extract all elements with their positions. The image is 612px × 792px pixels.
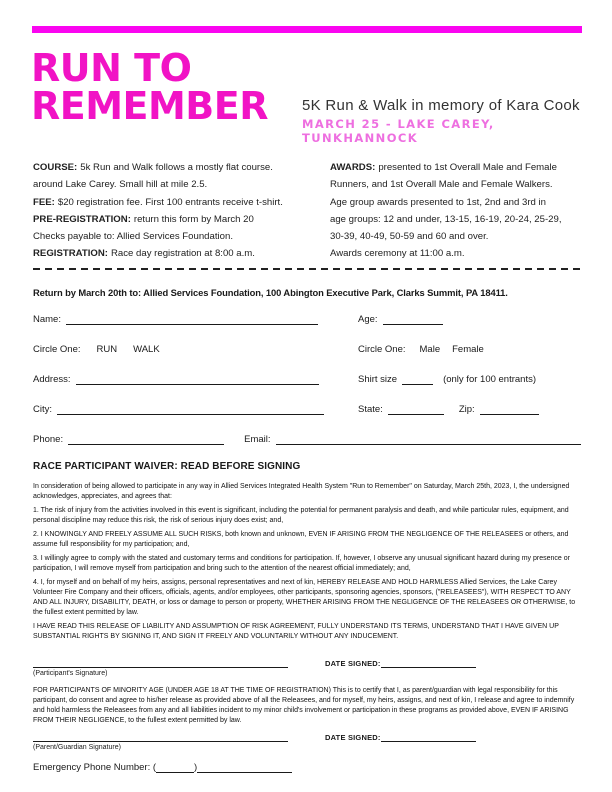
shirt-size-blank-line — [402, 373, 433, 385]
info-text: Awards ceremony at 11:00 a.m. — [330, 248, 465, 260]
guardian-signature-line — [33, 729, 288, 742]
city-label: City: — [33, 404, 52, 415]
minor-age-clause: FOR PARTICIPANTS OF MINORITY AGE (UNDER AGE 18 AT THE TIME OF REGISTRATION) This is to certify that I, as parent/guardian with legal responsibility for this participant, do consent and agree to his/her release as provided above of all the Releasees, and for myself, my heirs, assigns, and next of kin, I release and agree to indemnify and hold harmless the Releasees from any and all liabilities incident to my minor child's involvement or participation in these programs as provided above, EVEN IF ARISING FROM THEIR NEGLIGENCE, to the fullest extent permitted by law. — [33, 687, 575, 724]
female-option: Female — [452, 344, 484, 355]
age-blank-line — [383, 313, 443, 325]
shirt-size-label: Shirt size — [358, 374, 398, 385]
info-label: FEE: — [33, 196, 55, 208]
participant-signature-line — [33, 655, 288, 668]
title-line-2: REMEMBER — [31, 84, 268, 128]
info-text: $20 registration fee. First 100 entrants receive t-shirt. — [57, 196, 283, 208]
name-blank-line — [66, 313, 318, 325]
shirt-size-note: (only for 100 entrants) — [443, 374, 537, 385]
guardian-signature-caption: (Parent/Guardian Signature) — [33, 744, 121, 751]
email-label: Email: — [244, 434, 271, 445]
phone-email-row — [33, 431, 581, 445]
date-signed-blank-line — [381, 732, 476, 742]
state-zip-group — [358, 403, 539, 415]
run-walk-gender-row — [33, 341, 581, 355]
run-option: RUN — [96, 344, 118, 355]
participant-signature-caption: (Participant's Signature) — [33, 670, 108, 677]
emergency-phone-blank-line — [197, 762, 292, 773]
info-line — [330, 211, 581, 228]
waiver-heading: RACE PARTICIPANT WAIVER: READ BEFORE SIGNING — [33, 461, 301, 472]
city-blank-line — [57, 403, 324, 415]
info-text: Checks payable to: Allied Services Foundation. — [33, 231, 233, 243]
info-text: around Lake Carey. Small hill at mile 2.5. — [33, 179, 208, 191]
info-text: age groups: 12 and under, 13-15, 16-19, 20-24, 25-29, — [330, 213, 562, 225]
waiver-clause-4: 4. I, for myself and on behalf of my heirs, assigns, personal representatives and next of kin, HEREBY RELEASE AND HOLD HARMLESS Allied Services, the Lake Carey Volunteer Fire Company and their officers, officials, agents, and/or employees, other participants, sponsoring agencies, sponsors, ("RELEASEES"), WITH RESPECT TO ANY AND ALL INJURY, DISABILITY, DEATH, or loss or damage to person or property, WHETHER ARISING FROM THE NEGLIGENCE OF THE RELEASEES OR OTHERWISE, to the fullest extent permitted by law. — [33, 579, 576, 616]
date-signed-blank-line — [381, 658, 476, 668]
phone-label: Phone: — [33, 434, 64, 445]
info-text: Race day registration at 8:00 a.m. — [110, 248, 255, 260]
date-signed-label: DATE SIGNED: — [325, 659, 381, 668]
info-text: Runners, and 1st Overall Male and Female Walkers. — [330, 179, 553, 191]
waiver-acknowledgement: I HAVE READ THIS RELEASE OF LIABILITY AND ASSUMPTION OF RISK AGREEMENT, FULLY UNDERSTAND ITS TERMS, UNDERSTAND THAT I HAVE GIVEN UP SUBSTANTIAL RIGHTS BY SIGNING IT, AND SIGN IT FREELY AND VOLUNTARILY WITHOUT ANY INDUCEMENT. — [33, 623, 559, 640]
info-text: presented to 1st Overall Male and Female — [378, 162, 557, 173]
city-state-zip-row — [33, 401, 581, 415]
waiver-clause-2: 2. I KNOWINGLY AND FREELY ASSUME ALL SUCH RISKS, both known and unknown, EVEN IF ARISING FROM THE NEGLIGENCE OF THE RELEASEES or others, and assume full responsibility for my participation; and, — [33, 531, 569, 548]
event-subtitle: 5K Run & Walk in memory of Kara Cook — [302, 97, 580, 114]
zip-blank-line — [480, 403, 539, 415]
return-instruction: Return by March 20th to: Allied Services Foundation, 100 Abington Executive Park, Clarks Summit, PA 18411. — [33, 287, 508, 298]
info-text: 5k Run and Walk follows a mostly flat course. — [80, 162, 273, 173]
address-label: Address: — [33, 374, 71, 385]
participant-signature-row — [33, 655, 581, 668]
participant-date-group — [325, 658, 476, 668]
email-blank-line — [276, 433, 581, 445]
gender-group — [358, 344, 500, 355]
area-code-blank-line — [156, 762, 194, 773]
circle-one-label: Circle One: — [33, 344, 81, 355]
info-line — [33, 228, 330, 245]
info-label: REGISTRATION: — [33, 248, 108, 260]
phone-blank-line — [68, 433, 224, 445]
info-line — [330, 194, 581, 211]
date-signed-label: DATE SIGNED: — [325, 733, 381, 742]
info-line — [33, 176, 330, 193]
waiver-clause-3: 3. I willingly agree to comply with the stated and customary terms and conditions for participation. If, however, I observe any unusual significant hazard during my presence or participation, I will remove myself from participation and bring such to the attention of the nearest official immediately; and, — [33, 555, 570, 572]
walk-option: WALK — [133, 344, 160, 355]
course-fee-registration-column — [33, 159, 330, 263]
address-blank-line — [76, 373, 319, 385]
info-text: Age group awards presented to 1st, 2nd and 3rd in — [330, 196, 547, 208]
waiver-body — [33, 482, 581, 646]
info-line — [33, 211, 330, 228]
name-age-row — [33, 311, 581, 325]
circle-one-label: Circle One: — [358, 344, 406, 355]
info-line — [33, 159, 330, 176]
emergency-phone-label: Emergency Phone Number: ( — [33, 762, 157, 773]
event-info-columns — [33, 159, 581, 263]
zip-label: Zip: — [458, 404, 475, 415]
emergency-phone-row — [33, 760, 292, 773]
state-blank-line — [388, 403, 444, 415]
age-label: Age: — [358, 314, 378, 325]
info-label: COURSE: — [33, 162, 78, 173]
info-text: 30-39, 40-49, 50-59 and 60 and over. — [330, 231, 489, 243]
awards-column — [330, 159, 581, 263]
state-label: State: — [358, 404, 383, 415]
info-label: AWARDS: — [330, 162, 376, 173]
info-line — [330, 159, 581, 176]
top-accent-bar — [32, 26, 582, 33]
info-label: PRE-REGISTRATION: — [33, 213, 131, 225]
guardian-signature-row — [33, 729, 581, 742]
info-line — [33, 194, 330, 211]
waiver-clause-1: 1. The risk of injury from the activities involved in this event is significant, including the potential for permanent paralysis and death, and while particular rules, equipment, and personal discipline may reduce this risk, the risk of serious injury does exist; and, — [33, 507, 569, 524]
dashed-divider — [33, 268, 581, 270]
info-line — [330, 228, 581, 245]
name-label: Name: — [33, 314, 61, 325]
waiver-intro: In consideration of being allowed to participate in any way in Allied Services Integrated Health System "Run to Remember" on Saturday, March 25th, 2023, I, the undersigned acknowledges, appreciates, and agrees that: — [33, 483, 570, 500]
address-shirt-row — [33, 371, 581, 385]
page-title — [31, 46, 268, 128]
guardian-date-group — [325, 732, 476, 742]
header-subtitle-block — [302, 97, 612, 145]
shirt-size-group — [358, 373, 536, 385]
male-option: Male — [419, 344, 441, 355]
info-text: return this form by March 20 — [133, 213, 254, 225]
info-line — [33, 245, 330, 262]
info-line — [330, 245, 581, 262]
info-line — [330, 176, 581, 193]
age-group — [358, 313, 443, 325]
event-date-location: MARCH 25 - LAKE CAREY, TUNKHANNOCK — [302, 117, 495, 145]
title-line-1: RUN TO — [31, 46, 192, 90]
emergency-phone-paren: ) — [194, 762, 198, 773]
